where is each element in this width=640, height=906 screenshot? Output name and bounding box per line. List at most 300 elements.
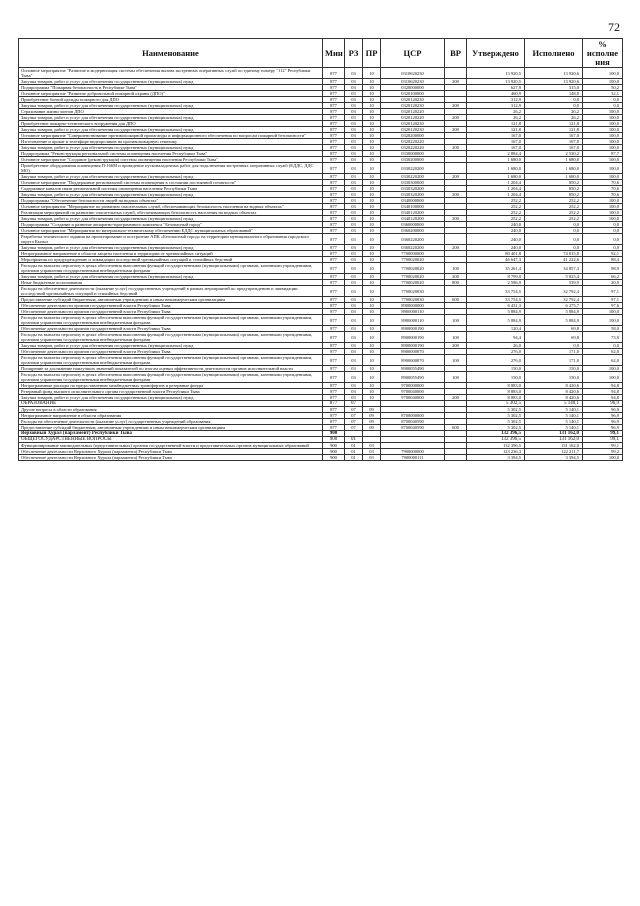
cell-name: Иные бюджетные ассигнования xyxy=(19,280,323,286)
cell-percent: 97,6 xyxy=(583,303,623,309)
cell-csr: 0320100000 xyxy=(381,91,445,97)
table-row xyxy=(19,372,623,383)
cell-name: Закупка товаров, работ и услуг для обеспечения государственных (муниципальных) нужд xyxy=(19,174,323,180)
cell-percent: 94,8 xyxy=(583,389,623,395)
cell-approved: 460,9 xyxy=(467,91,525,97)
cell-executed: 5 140,1 xyxy=(525,419,583,425)
cell-rz: 03 xyxy=(345,297,363,303)
cell-percent: 100,0 xyxy=(583,115,623,121)
cell-name: ОБЩЕГОСУДАРСТВЕННЫЕ ВОПРОСЫ xyxy=(19,437,323,443)
cell-min: 877 xyxy=(323,309,345,315)
cell-approved: 5 302,5 xyxy=(467,401,525,407)
cell-percent: 32,1 xyxy=(583,91,623,97)
cell-percent: 62,0 xyxy=(583,349,623,355)
cell-min: 877 xyxy=(323,245,345,251)
cell-rz: 03 xyxy=(345,198,363,204)
cell-approved: 252,2 xyxy=(467,204,525,210)
cell-approved: 94,4 xyxy=(467,332,525,343)
cell-name: Расходы на выплаты персоналу в целях обеспечения выполнения функций государственными (муниципальными) органами, казенными учреждениями, органами управления государственными внебюджетными фондами xyxy=(19,315,323,326)
cell-executed: 5 884,9 xyxy=(525,315,583,326)
cell-name: Закупка товаров, работ и услуг для обеспечения государственных (муниципальных) нужд xyxy=(19,127,323,133)
table-row xyxy=(19,455,623,461)
table-row xyxy=(19,163,623,174)
cell-percent: 99,1 xyxy=(583,431,623,437)
cell-executed: 8 420,6 xyxy=(525,383,583,389)
cell-min: 877 xyxy=(323,186,345,192)
cell-csr: 0320120230 xyxy=(381,121,445,127)
cell-min: 877 xyxy=(323,366,345,372)
cell-executed: 8 420,6 xyxy=(525,389,583,395)
cell-vr: 200 xyxy=(445,395,467,401)
cell-percent: 50,2 xyxy=(583,85,623,91)
cell-executed: 69,8 xyxy=(525,326,583,332)
cell-percent: 0,0 xyxy=(583,97,623,103)
cell-rz: 03 xyxy=(345,234,363,245)
cell-percent: 0,0 xyxy=(583,245,623,251)
cell-percent: 96,9 xyxy=(583,407,623,413)
cell-percent: 100,0 xyxy=(583,210,623,216)
cell-executed: 252,2 xyxy=(525,198,583,204)
cell-percent: 73,9 xyxy=(583,332,623,343)
cell-vr: 200 xyxy=(445,145,467,151)
cell-approved: 1 204,4 xyxy=(467,186,525,192)
cell-rz: 03 xyxy=(345,163,363,174)
cell-pr: 10 xyxy=(363,274,381,280)
cell-name: Основное мероприятие "Поддержание региональной системы оповещения в состоянии постоянной готовности" xyxy=(19,180,323,186)
cell-name: Основное мероприятие "Мероприятия по материально-техническому обеспечению ЕДДС муниципальных образований" xyxy=(19,228,323,234)
cell-name: Непрограммное направление в области образования xyxy=(19,413,323,419)
cell-executed: 32 792,4 xyxy=(525,286,583,297)
cell-vr: 200 xyxy=(445,103,467,109)
cell-min: 900 xyxy=(323,431,345,437)
cell-csr: 0330000000 xyxy=(381,151,445,157)
cell-percent: 99,2 xyxy=(583,449,623,455)
cell-min: 877 xyxy=(323,151,345,157)
cell-percent: 100,0 xyxy=(583,79,623,85)
cell-percent: 97,1 xyxy=(583,297,623,303)
cell-csr: 8900000190 xyxy=(381,332,445,343)
cell-csr: 8900055490 xyxy=(381,372,445,383)
cell-percent: 100,0 xyxy=(583,127,623,133)
cell-min: 877 xyxy=(323,395,345,401)
cell-name: Мероприятия по предупреждению и ликвидации последствий чрезвычайных ситуаций и стихийных бедствий xyxy=(19,257,323,263)
cell-approved: 240,0 xyxy=(467,245,525,251)
cell-percent: 96,9 xyxy=(583,413,623,419)
cell-executed: 167,0 xyxy=(525,145,583,151)
cell-approved: 132 396,5 xyxy=(467,443,525,449)
cell-name: Страхование жизни членов ДПО xyxy=(19,109,323,115)
cell-csr: 9700040000 xyxy=(381,395,445,401)
cell-name: Закупка товаров, работ и услуг для обеспечения государственных (муниципальных) нужд xyxy=(19,79,323,85)
cell-min: 877 xyxy=(323,121,345,127)
cell-percent: 96,9 xyxy=(583,419,623,425)
cell-name: Предоставление субсидий бюджетным, автономным учреждениям и иным некоммерческим организациям xyxy=(19,425,323,431)
cell-name: Закупка товаров, работ и услуг для обеспечения государственных (муниципальных) нужд xyxy=(19,115,323,121)
cell-rz: 03 xyxy=(345,85,363,91)
cell-pr: 10 xyxy=(363,222,381,228)
cell-min: 877 xyxy=(323,286,345,297)
cell-pr: 10 xyxy=(363,326,381,332)
cell-min: 877 xyxy=(323,274,345,280)
cell-approved: 33 754,5 xyxy=(467,297,525,303)
cell-name: Закупка товаров, работ и услуг для обеспечения государственных (муниципальных) нужд xyxy=(19,274,323,280)
cell-approved: 276,0 xyxy=(467,355,525,366)
cell-name: Основное мероприятие "Создание (реконструкция) системы оповещения населения Республики Тыва" xyxy=(19,157,323,163)
cell-name: Непрограммные расходы по предоставлению межбюджетных трансфертов и резервные фонды xyxy=(19,383,323,389)
cell-rz: 03 xyxy=(345,91,363,97)
cell-min: 877 xyxy=(323,263,345,274)
cell-percent: 20,9 xyxy=(583,280,623,286)
cell-name: Поощрение за достижение наилучших значений показателей по итогам оценки эффективности деятельности органов исполнительной власти xyxy=(19,366,323,372)
cell-approved: 123 236,3 xyxy=(467,449,525,455)
cell-min: 877 xyxy=(323,97,345,103)
cell-name: Обеспечение деятельности органов государственной власти Республики Тыва xyxy=(19,349,323,355)
cell-pr: 10 xyxy=(363,297,381,303)
cell-approved: 3 394,5 xyxy=(467,455,525,461)
cell-rz: 03 xyxy=(345,286,363,297)
cell-rz: 03 xyxy=(345,309,363,315)
cell-executed: 8 420,6 xyxy=(525,395,583,401)
cell-pr: 10 xyxy=(363,372,381,383)
cell-approved: 5 884,9 xyxy=(467,309,525,315)
cell-percent: 99,1 xyxy=(583,443,623,449)
cell-pr: 10 xyxy=(363,91,381,97)
cell-pr: 10 xyxy=(363,133,381,139)
cell-csr: 9700040000 xyxy=(381,389,445,395)
cell-vr: 200 xyxy=(445,127,467,133)
cell-rz: 03 xyxy=(345,343,363,349)
cell-pr: 03 xyxy=(363,443,381,449)
cell-rz: 01 xyxy=(345,449,363,455)
cell-csr: 8900000870 xyxy=(381,349,445,355)
cell-percent: 87,7 xyxy=(583,151,623,157)
cell-min: 877 xyxy=(323,180,345,186)
cell-name: Основное мероприятие "Развитие и модернизация системы обеспечения вызова экстренных оперативных служб по единому номеру "112" Республики Тыва" xyxy=(19,68,323,79)
cell-csr: 7700000000 xyxy=(381,251,445,257)
cell-executed: 148,0 xyxy=(525,91,583,97)
cell-csr: 0330300000 xyxy=(381,180,445,186)
cell-approved: 8 883,0 xyxy=(467,389,525,395)
cell-pr: 10 xyxy=(363,366,381,372)
cell-executed: 5 140,1 xyxy=(525,407,583,413)
cell-vr xyxy=(445,455,467,461)
cell-min: 877 xyxy=(323,372,345,383)
cell-approved: 5 302,5 xyxy=(467,419,525,425)
cell-min: 900 xyxy=(323,443,345,449)
cell-pr: 09 xyxy=(363,419,381,425)
cell-executed: 41 222,6 xyxy=(525,257,583,263)
cell-pr: 09 xyxy=(363,407,381,413)
cell-min: 877 xyxy=(323,389,345,395)
cell-csr: 0360000000 xyxy=(381,222,445,228)
cell-rz: 07 xyxy=(345,413,363,419)
cell-pr: 10 xyxy=(363,115,381,121)
cell-min: 877 xyxy=(323,157,345,163)
cell-name: Закупка товаров, работ и услуг для обеспечения государственных (муниципальных) нужд xyxy=(19,216,323,222)
cell-rz: 03 xyxy=(345,157,363,163)
cell-percent: 0,0 xyxy=(583,343,623,349)
cell-csr: 8700040590 xyxy=(381,425,445,431)
cell-min: 877 xyxy=(323,210,345,216)
cell-rz: 03 xyxy=(345,251,363,257)
cell-csr: 0340000000 xyxy=(381,198,445,204)
cell-rz: 03 xyxy=(345,326,363,332)
cell-executed: 32 792,4 xyxy=(525,297,583,303)
cell-approved: 8 883,0 xyxy=(467,383,525,389)
cell-percent: 100,0 xyxy=(583,157,623,163)
cell-csr: 0320200000 xyxy=(381,133,445,139)
cell-pr: 10 xyxy=(363,85,381,91)
cell-min: 877 xyxy=(323,326,345,332)
cell-rz: 03 xyxy=(345,180,363,186)
cell-name: Основное мероприятие "Мероприятие по развитию спасательных служб, обеспечивающих безопасность населения на водных объектах" xyxy=(19,204,323,210)
cell-name: Расходы на обеспечение деятельности (оказание услуг) государственных учреждений образования xyxy=(19,419,323,425)
cell-rz: 03 xyxy=(345,68,363,79)
cell-rz: 03 xyxy=(345,115,363,121)
cell-pr: 10 xyxy=(363,174,381,180)
cell-executed: 167,0 xyxy=(525,139,583,145)
cell-pr: 10 xyxy=(363,103,381,109)
cell-rz: 03 xyxy=(345,222,363,228)
cell-name: Подпрограмма "Пожарная безопасность в Республике Тыва" xyxy=(19,85,323,91)
table-row xyxy=(19,68,623,79)
cell-csr: 8900000110 xyxy=(381,309,445,315)
cell-pr: 10 xyxy=(363,234,381,245)
header-rz: РЗ xyxy=(345,39,363,68)
cell-csr: 8900055490 xyxy=(381,366,445,372)
cell-csr: 0330200000 xyxy=(381,157,445,163)
cell-pr: 10 xyxy=(363,245,381,251)
cell-pr: 10 xyxy=(363,332,381,343)
cell-csr: 0310620230 xyxy=(381,68,445,79)
cell-pr: 10 xyxy=(363,145,381,151)
cell-pr: 03 xyxy=(363,449,381,455)
cell-pr: 10 xyxy=(363,383,381,389)
cell-percent: 98,9 xyxy=(583,263,623,274)
cell-csr: 0360220200 xyxy=(381,234,445,245)
cell-rz: 03 xyxy=(345,109,363,115)
cell-rz: 03 xyxy=(345,303,363,309)
cell-approved: 312,9 xyxy=(467,103,525,109)
cell-csr: 7700020030 xyxy=(381,297,445,303)
cell-approved: 8 799,0 xyxy=(467,274,525,280)
header-csr: ЦСР xyxy=(381,39,445,68)
cell-name: Подпрограмма "Обеспечение безопасности людей на водных объектах" xyxy=(19,198,323,204)
cell-min: 877 xyxy=(323,413,345,419)
cell-vr xyxy=(445,286,467,297)
cell-percent: 100,0 xyxy=(583,455,623,461)
cell-rz: 03 xyxy=(345,204,363,210)
cell-rz: 03 xyxy=(345,366,363,372)
cell-name: Закупка товаров, работ и услуг для обеспечения государственных (муниципальных) нужд xyxy=(19,192,323,198)
cell-percent: 62,0 xyxy=(583,355,623,366)
cell-pr: 10 xyxy=(363,121,381,127)
cell-executed: 13 920,6 xyxy=(525,68,583,79)
cell-rz: 03 xyxy=(345,133,363,139)
cell-percent: 92,1 xyxy=(583,251,623,257)
cell-rz: 03 xyxy=(345,151,363,157)
cell-percent: 66,2 xyxy=(583,274,623,280)
cell-approved: 167,0 xyxy=(467,139,525,145)
cell-name: Закупка товаров, работ и услуг для обеспечения государственных (муниципальных) нужд xyxy=(19,103,323,109)
cell-name: Расходы на обеспечение деятельности (оказание услуг) государственных учреждений в рамках мероприятий по предупреждению и ликвидации последствий чрезвычайных ситуаций и стихийных бедствий xyxy=(19,286,323,297)
cell-min: 877 xyxy=(323,222,345,228)
cell-vr: 100 xyxy=(445,263,467,274)
cell-rz: 01 xyxy=(345,443,363,449)
cell-min: 900 xyxy=(323,455,345,461)
cell-min: 877 xyxy=(323,228,345,234)
cell-rz: 03 xyxy=(345,145,363,151)
cell-rz: 03 xyxy=(345,121,363,127)
cell-vr: 600 xyxy=(445,297,467,303)
cell-csr: 7700020020 xyxy=(381,274,445,280)
cell-approved: 13 920,5 xyxy=(467,68,525,79)
cell-executed: 1 680,0 xyxy=(525,157,583,163)
cell-executed: 0,0 xyxy=(525,222,583,228)
cell-approved: 2 884,4 xyxy=(467,151,525,157)
cell-percent: 88,4 xyxy=(583,257,623,263)
cell-csr: 0310620230 xyxy=(381,79,445,85)
cell-csr: 0320120220 xyxy=(381,115,445,121)
cell-approved: 132 396,5 xyxy=(467,431,525,437)
cell-min: 877 xyxy=(323,407,345,413)
cell-pr: 10 xyxy=(363,79,381,85)
cell-rz: 03 xyxy=(345,274,363,280)
cell-percent: 99,1 xyxy=(583,437,623,443)
cell-min: 877 xyxy=(323,251,345,257)
cell-min: 877 xyxy=(323,204,345,210)
cell-approved: 13 920,5 xyxy=(467,79,525,85)
cell-pr: 09 xyxy=(363,425,381,431)
cell-pr: 10 xyxy=(363,257,381,263)
cell-percent: 100,0 xyxy=(583,121,623,127)
cell-min: 877 xyxy=(323,303,345,309)
cell-min: 877 xyxy=(323,192,345,198)
cell-name: Расходы на выплаты персоналу в целях обеспечения выполнения функций государственными (муниципальными) органами, казенными учреждениями, органами управления государственными внебюджетными фондами xyxy=(19,372,323,383)
cell-csr: 0320120230 xyxy=(381,127,445,133)
cell-pr: 10 xyxy=(363,303,381,309)
cell-pr: 10 xyxy=(363,157,381,163)
cell-min: 900 xyxy=(323,437,345,443)
cell-min: 877 xyxy=(323,349,345,355)
cell-rz: 07 xyxy=(345,419,363,425)
cell-name: Закупка товаров, работ и услуг для обеспечения государственных (муниципальных) нужд xyxy=(19,395,323,401)
cell-vr xyxy=(445,163,467,174)
cell-pr: 10 xyxy=(363,228,381,234)
cell-min: 877 xyxy=(323,198,345,204)
cell-vr: 100 xyxy=(445,372,467,383)
cell-name: Приобретение боевой одежды пожарного для ДПО xyxy=(19,97,323,103)
cell-min: 900 xyxy=(323,449,345,455)
cell-percent: 58,0 xyxy=(583,326,623,332)
cell-pr: 03 xyxy=(363,455,381,461)
cell-name: Верховный Хурал (парламент) Республики Тыва xyxy=(19,431,323,437)
cell-csr: 0360200000 xyxy=(381,228,445,234)
cell-min: 877 xyxy=(323,332,345,343)
cell-name: Изготовление и прокат в телеэфире видеороликов на противопожарную тематику xyxy=(19,139,323,145)
cell-approved: 121,8 xyxy=(467,127,525,133)
cell-name: Основное мероприятие "Совершенствование противопожарной пропаганды и информационного обеспечения по вопросам пожарной безопасности" xyxy=(19,133,323,139)
cell-executed: 850,2 xyxy=(525,186,583,192)
cell-approved: 121,8 xyxy=(467,121,525,127)
cell-name: Функционирование законодательных (представительных) органов государственной власти и представительных органов муниципальных образований xyxy=(19,443,323,449)
cell-percent: 100,0 xyxy=(583,216,623,222)
cell-rz: 03 xyxy=(345,280,363,286)
table-header xyxy=(19,39,623,68)
cell-min: 877 xyxy=(323,103,345,109)
cell-pr: 10 xyxy=(363,127,381,133)
cell-percent: 100,0 xyxy=(583,174,623,180)
cell-vr: 200 xyxy=(445,216,467,222)
cell-executed: 34 857,3 xyxy=(525,263,583,274)
cell-min: 877 xyxy=(323,109,345,115)
cell-vr: 100 xyxy=(445,355,467,366)
cell-min: 877 xyxy=(323,234,345,245)
cell-approved: 6 431,3 xyxy=(467,303,525,309)
cell-executed: 1 680,0 xyxy=(525,174,583,180)
page-number: 72 xyxy=(608,20,620,34)
cell-csr: 0320220220 xyxy=(381,145,445,151)
cell-min: 877 xyxy=(323,257,345,263)
cell-pr: 10 xyxy=(363,139,381,145)
cell-approved: 5 884,9 xyxy=(467,315,525,326)
cell-min: 877 xyxy=(323,401,345,407)
cell-percent: 100,0 xyxy=(583,204,623,210)
cell-executed: 539,9 xyxy=(525,280,583,286)
cell-pr: 10 xyxy=(363,280,381,286)
cell-min: 877 xyxy=(323,85,345,91)
cell-percent: 97,1 xyxy=(583,286,623,297)
cell-name: Расходы на выплаты персоналу в целях обеспечения выполнения функций государственными (муниципальными) органами, казенными учреждениями, органами управления государственными внебюджетными фондами xyxy=(19,332,323,343)
header-vr: ВР xyxy=(445,39,467,68)
cell-vr: 200 xyxy=(445,79,467,85)
cell-csr: 7900000111 xyxy=(381,455,445,461)
cell-csr: 8900000870 xyxy=(381,355,445,366)
cell-executed: 252,2 xyxy=(525,204,583,210)
cell-approved: 150,0 xyxy=(467,372,525,383)
cell-executed: 5 140,1 xyxy=(525,425,583,431)
cell-approved: 1 204,4 xyxy=(467,192,525,198)
header-name: Наименование xyxy=(19,39,323,68)
cell-name: Непрограммное направление в области защиты населения и территории от чрезвычайных ситуаций xyxy=(19,251,323,257)
cell-executed: 150,0 xyxy=(525,372,583,383)
cell-min: 877 xyxy=(323,145,345,151)
cell-percent: 100,0 xyxy=(583,309,623,315)
cell-percent: 0,0 xyxy=(583,222,623,228)
cell-csr: 7700020020 xyxy=(381,280,445,286)
cell-executed: 171,0 xyxy=(525,349,583,355)
cell-min: 877 xyxy=(323,127,345,133)
cell-pr: 10 xyxy=(363,355,381,366)
cell-pr: 10 xyxy=(363,180,381,186)
cell-pr: 10 xyxy=(363,251,381,257)
cell-name: Резервный фонд высшего исполнительного органа государственной власти Республики Тыва xyxy=(19,389,323,395)
header-approved: Утверждено xyxy=(467,39,525,68)
table-row xyxy=(19,355,623,366)
cell-executed: 0,0 xyxy=(525,245,583,251)
cell-csr: 8700040590 xyxy=(381,419,445,425)
cell-executed: 252,2 xyxy=(525,216,583,222)
cell-percent: 0,0 xyxy=(583,234,623,245)
cell-min: 877 xyxy=(323,163,345,174)
header-min: Мин xyxy=(323,39,345,68)
cell-pr: 10 xyxy=(363,349,381,355)
cell-csr: 0330320200 xyxy=(381,192,445,198)
cell-approved: 312,9 xyxy=(467,97,525,103)
budget-table xyxy=(18,38,623,461)
cell-csr: 0340120200 xyxy=(381,216,445,222)
cell-executed: 122 211,7 xyxy=(525,449,583,455)
